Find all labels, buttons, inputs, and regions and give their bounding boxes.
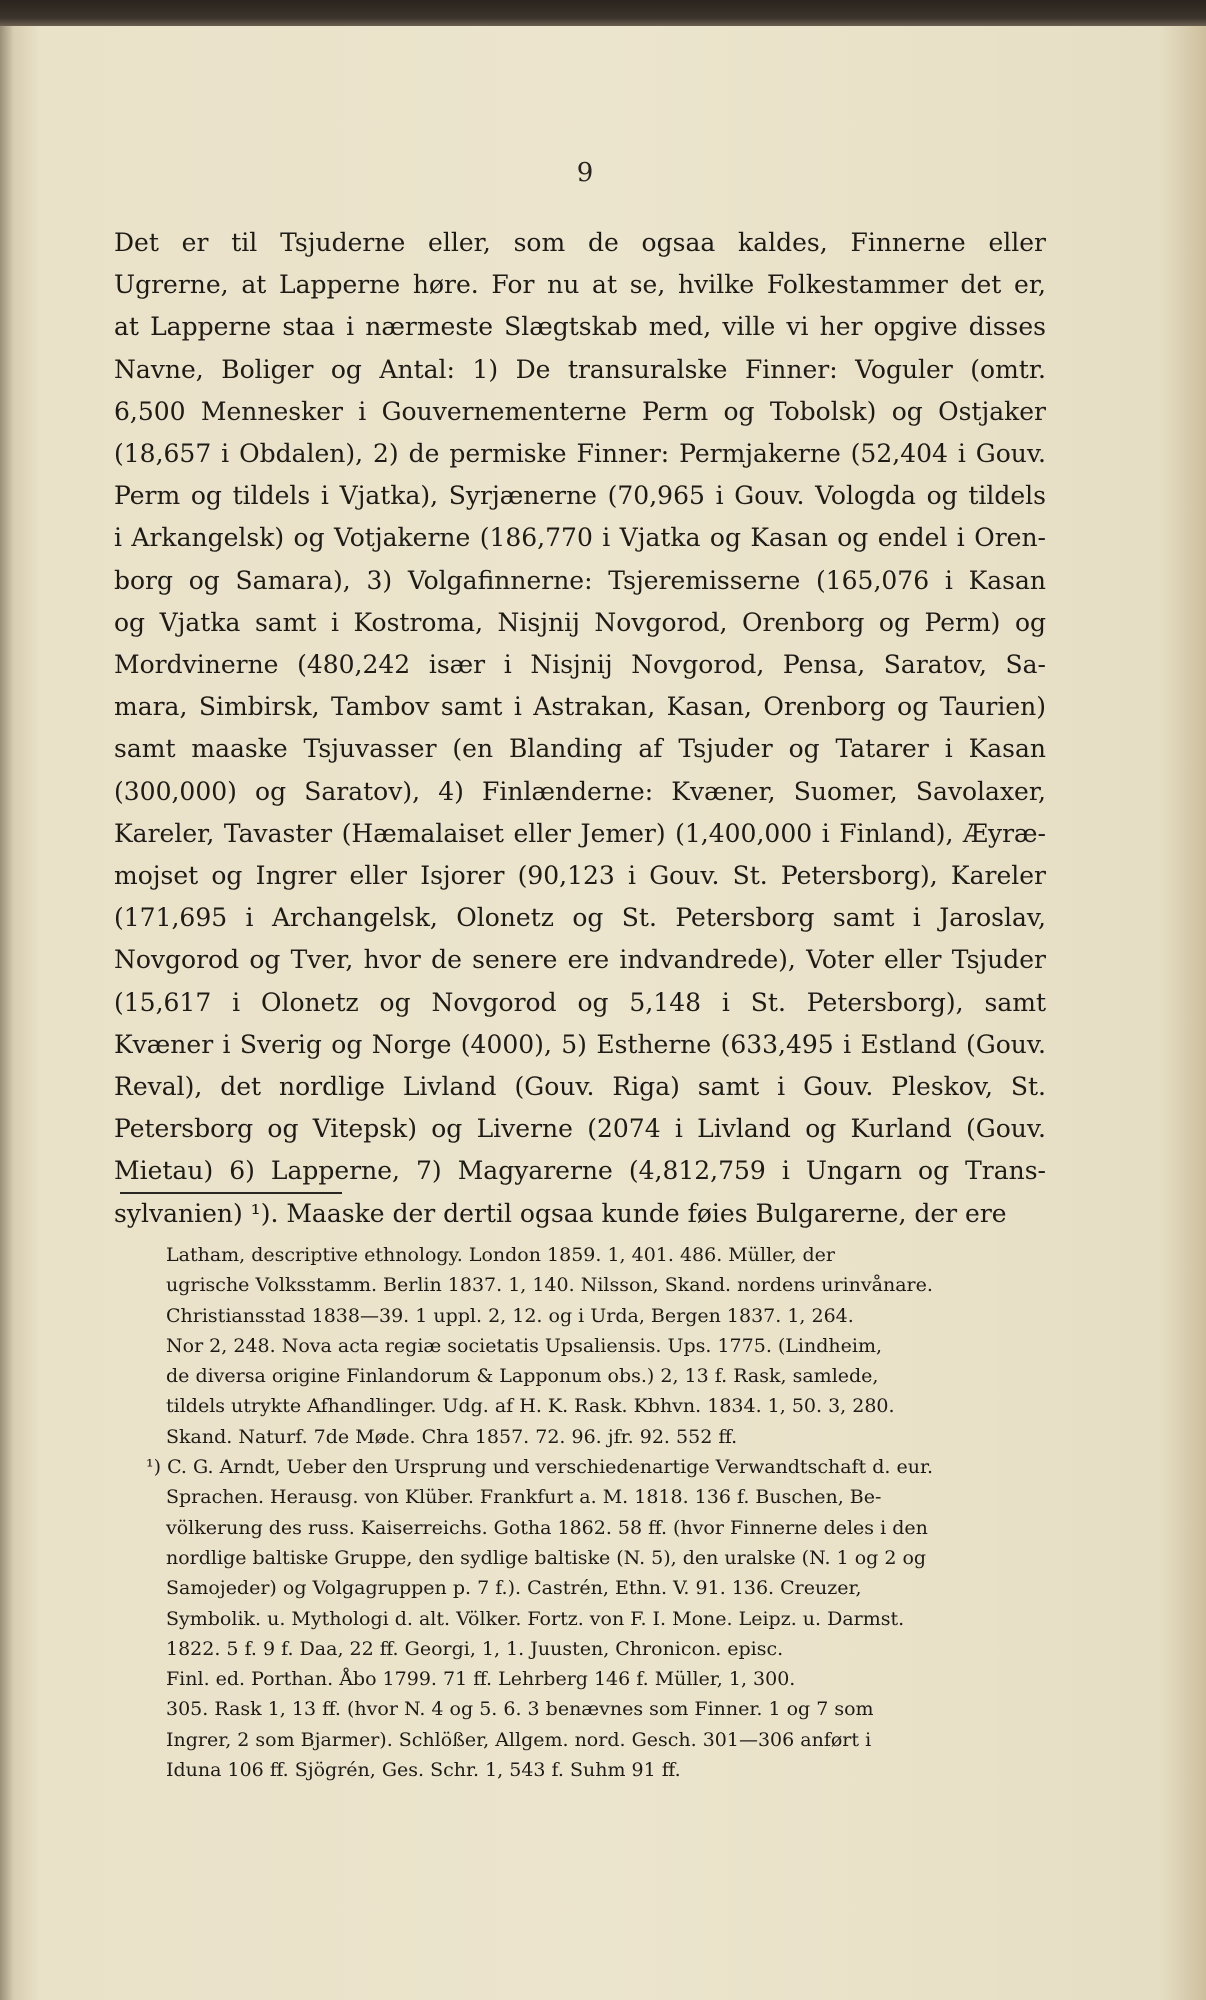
scan-top-edge	[0, 0, 1206, 26]
body-line: 6,500 Mennesker i Gouvernementerne Perm og Tobolsk) og Ostjaker	[114, 396, 1046, 426]
body-line: (300,000) og Saratov), 4) Finlænderne: Kvæner, Suomer, Savolaxer,	[114, 776, 1046, 806]
body-line: mara, Simbirsk, Tambov samt i Astrakan, Kasan, Orenborg og Taurien)	[114, 692, 1046, 722]
footnote-line: Latham, descriptive ethnology. London 1859. 1, 401. 486. Müller, der	[166, 1244, 835, 1266]
footnote-line: Nor 2, 248. Nova acta regiæ societatis Upsaliensis. Ups. 1775. (Lindheim,	[166, 1334, 883, 1357]
footnote-line: nordlige baltiske Gruppe, den sydlige baltiske (N. 5), den uralske (N. 1 og 2 og	[166, 1546, 927, 1569]
footnote-line: völkerung des russ. Kaiserreichs. Gotha 1862. 58 ff. (hvor Finnerne deles i den	[166, 1516, 928, 1539]
body-line: Perm og tildels i Vjatka), Syrjænerne (70,965 i Gouv. Vologda og tildels	[114, 481, 1046, 511]
footnote-line: Symbolik. u. Mythologi d. alt. Völker. Fortz. von F. I. Mone. Leipz. u. Darmst.	[166, 1607, 905, 1630]
footnote-line: 305. Rask 1, 13 ff. (hvor N. 4 og 5. 6. 3 benævnes som Finner. 1 og 7 som	[166, 1698, 874, 1721]
body-line: at Lapperne staa i nærmeste Slægtskab med, ville vi her opgive disses	[114, 312, 1046, 342]
body-line: mojset og Ingrer eller Isjorer (90,123 i Gouv. St. Petersborg), Kareler	[114, 861, 1046, 891]
body-line: Kareler, Tavaster (Hæmalaiset eller Jemer) (1,400,000 i Finland), Æyræ-	[114, 818, 1046, 848]
body-line: Petersborg og Vitepsk) og Liverne (2074 i Livland og Kurland (Gouv.	[114, 1114, 1046, 1144]
body-line: Navne, Boliger og Antal: 1) De transuralske Finner: Voguler (omtr.	[114, 354, 1046, 384]
page-gutter	[0, 26, 14, 2000]
footnote-line: Samojeder) og Volgagruppen p. 7 f.). Castrén, Ethn. V. 91. 136. Creuzer,	[166, 1577, 862, 1600]
footnote-line: ¹) C. G. Arndt, Ueber den Ursprung und verschiedenartige Verwandtschaft d. eur.	[146, 1456, 933, 1479]
body-line: Mietau) 6) Lapperne, 7) Magyarerne (4,812,759 i Ungarn og Trans-	[114, 1156, 1046, 1186]
body-line: Novgorod og Tver, hvor de senere ere indvandrede), Voter eller Tsjuder	[114, 945, 1046, 975]
footnote-line: Sprachen. Herausg. von Klüber. Frankfurt a. M. 1818. 136 f. Buschen, Be-	[166, 1486, 882, 1509]
footnote-line: Christiansstad 1838—39. 1 uppl. 2, 12. og i Urda, Bergen 1837. 1, 264.	[166, 1304, 854, 1327]
body-line: i Arkangelsk) og Votjakerne (186,770 i Vjatka og Kasan og endel i Oren-	[114, 523, 1046, 553]
body-text	[114, 222, 1046, 1235]
body-line: samt maaske Tsjuvasser (en Blanding af Tsjuder og Tatarer i Kasan	[114, 734, 1046, 764]
body-line: og Vjatka samt i Kostroma, Nisjnij Novgorod, Orenborg og Perm) og	[114, 607, 1046, 637]
body-line: sylvanien) ¹). Maaske der dertil ogsaa kunde føies Bulgarerne, der ere	[114, 1198, 1007, 1228]
body-line: (18,657 i Obdalen), 2) de permiske Finner: Permjakerne (52,404 i Gouv.	[114, 439, 1046, 469]
body-line: Kvæner i Sverig og Norge (4000), 5) Estherne (633,495 i Estland (Gouv.	[114, 1029, 1046, 1059]
body-line: borg og Samara), 3) Volgafinnerne: Tsjeremisserne (165,076 i Kasan	[114, 565, 1046, 595]
footnote-line: Iduna 106 ff. Sjögrén, Ges. Schr. 1, 543 f. Suhm 91 ff.	[166, 1759, 681, 1782]
footnote-line: ugrische Volksstamm. Berlin 1837. 1, 140. Nilsson, Skand. nordens urinvånare.	[166, 1274, 933, 1297]
footnotes	[118, 1240, 1048, 1785]
footnote-line: Ingrer, 2 som Bjarmer). Schlößer, Allgem. nord. Gesch. 301—306 anført i	[166, 1728, 872, 1751]
footnote-separator	[120, 1192, 342, 1194]
body-line: (171,695 i Archangelsk, Olonetz og St. Petersborg samt i Jaroslav,	[114, 903, 1046, 933]
footnote-line: de diversa origine Finlandorum & Lapponum obs.) 2, 13 f. Rask, samlede,	[166, 1365, 879, 1388]
body-line: Reval), det nordlige Livland (Gouv. Riga) samt i Gouv. Pleskov, St.	[114, 1072, 1046, 1102]
page-number: 9	[576, 158, 594, 188]
body-line: Mordvinerne (480,242 især i Nisjnij Novgorod, Pensa, Saratov, Sa-	[114, 650, 1046, 680]
footnote-line: Skand. Naturf. 7de Møde. Chra 1857. 72. 96. jfr. 92. 552 ff.	[166, 1425, 738, 1448]
footnote-line: Finl. ed. Porthan. Åbo 1799. 71 ff. Lehrberg 146 f. Müller, 1, 300.	[166, 1668, 796, 1691]
body-line: (15,617 i Olonetz og Novgorod og 5,148 i St. Petersborg), samt	[114, 987, 1046, 1017]
footnote-line: tildels utrykte Afhandlinger. Udg. af H. K. Rask. Kbhvn. 1834. 1, 50. 3, 280.	[166, 1395, 895, 1418]
body-line: Det er til Tsjuderne eller, som de ogsaa kaldes, Finnerne eller	[114, 228, 1046, 257]
body-line: Ugrerne, at Lapperne høre. For nu at se, hvilke Folkestammer det er,	[114, 270, 1046, 300]
footnote-line: 1822. 5 f. 9 f. Daa, 22 ff. Georgi, 1, 1. Juusten, Chronicon. episc.	[166, 1637, 784, 1660]
